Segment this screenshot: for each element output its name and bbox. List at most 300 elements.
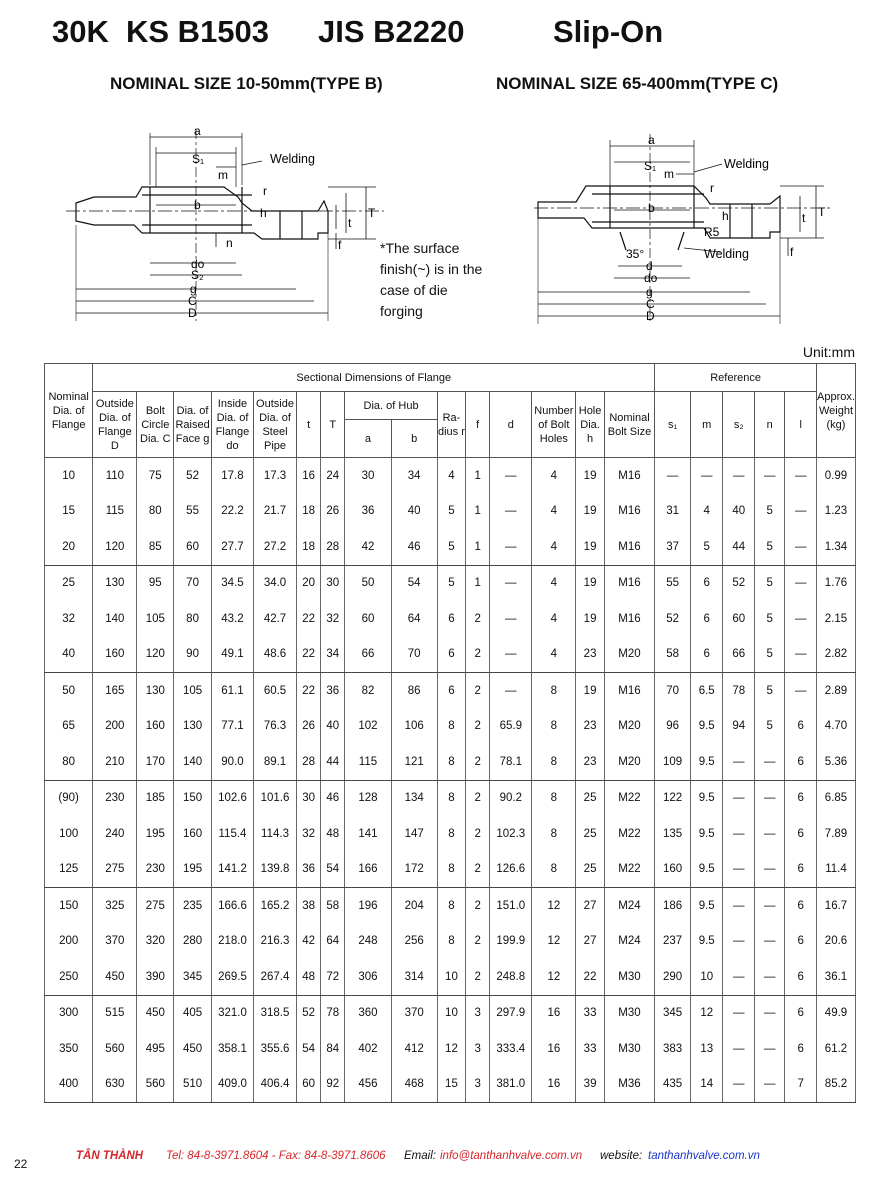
table-cell: 22	[576, 959, 604, 995]
table-cell: M16	[604, 529, 654, 565]
table-cell: 90.0	[211, 744, 253, 780]
table-cell: 8	[532, 744, 576, 780]
table-cell: 267.4	[253, 959, 296, 995]
table-cell: 6	[785, 816, 817, 852]
table-cell: 48.6	[253, 637, 296, 673]
table-cell: 22	[297, 637, 321, 673]
footer-email-label: Email:	[404, 1150, 436, 1162]
table-cell: M16	[604, 565, 654, 601]
header-l: l	[785, 392, 817, 458]
table-cell: 50	[345, 565, 391, 601]
table-cell: 240	[93, 816, 137, 852]
table-cell: 230	[137, 852, 174, 888]
table-cell: 80	[137, 494, 174, 530]
header-nominal: Nominal Dia. of Flange	[45, 364, 93, 458]
table-cell: 78	[723, 673, 755, 709]
table-cell: 2	[466, 637, 490, 673]
table-cell: 60	[723, 601, 755, 637]
table-cell: 560	[137, 1067, 174, 1103]
table-cell: 90	[174, 637, 212, 673]
header-bolt-size: Nominal Bolt Size	[604, 392, 654, 458]
table-cell: M20	[604, 709, 654, 745]
table-cell: M20	[604, 744, 654, 780]
table-cell: 20.6	[816, 924, 855, 960]
table-cell: 166.6	[211, 888, 253, 924]
table-cell: M20	[604, 637, 654, 673]
table-cell: 105	[137, 601, 174, 637]
table-cell: 5	[754, 494, 784, 530]
table-cell: 19	[576, 458, 604, 494]
table-cell: 80	[174, 601, 212, 637]
table-cell: 105	[174, 673, 212, 709]
table-cell: 27	[576, 888, 604, 924]
subtitle-type-c: NOMINAL SIZE 65-400mm(TYPE C)	[496, 74, 779, 93]
table-cell: 34.5	[211, 565, 253, 601]
table-cell: 130	[93, 565, 137, 601]
table-cell: 237	[655, 924, 691, 960]
table-cell: M16	[604, 494, 654, 530]
table-cell: 250	[45, 959, 93, 995]
table-cell: 43.2	[211, 601, 253, 637]
table-cell: 200	[93, 709, 137, 745]
table-cell: 40	[391, 494, 437, 530]
table-cell: 26	[297, 709, 321, 745]
table-cell: —	[723, 852, 755, 888]
table-cell: 58	[321, 888, 345, 924]
dim-C: C	[188, 294, 197, 308]
header-T: T	[321, 392, 345, 458]
table-cell: 290	[655, 959, 691, 995]
table-cell: 297.9	[490, 995, 532, 1031]
table-cell: 6	[785, 709, 817, 745]
table-cell: 70	[174, 565, 212, 601]
table-cell: 44	[321, 744, 345, 780]
table-cell: —	[723, 744, 755, 780]
table-cell: 383	[655, 1031, 691, 1067]
dim-s1-c: S₁	[644, 159, 657, 173]
table-cell: 94	[723, 709, 755, 745]
table-row	[45, 888, 856, 924]
header-d: d	[490, 392, 532, 458]
page-number: 22	[14, 1157, 28, 1171]
header-sectional: Sectional Dimensions of Flange	[93, 364, 655, 392]
table-cell: 80	[45, 744, 93, 780]
table-cell: 5	[754, 565, 784, 601]
table-cell: 8	[437, 816, 465, 852]
table-cell: M36	[604, 1067, 654, 1103]
table-cell: 102.6	[211, 780, 253, 816]
label-welding-bottom: Welding	[704, 247, 749, 261]
dim-R5: R5	[704, 225, 720, 239]
table-cell: 134	[391, 780, 437, 816]
table-cell: 160	[174, 816, 212, 852]
table-cell: —	[754, 780, 784, 816]
table-cell: 370	[391, 995, 437, 1031]
table-cell: 17.3	[253, 458, 296, 494]
table-cell: 5	[437, 529, 465, 565]
dim-a-c: a	[648, 133, 655, 147]
table-cell: 13	[690, 1031, 723, 1067]
table-cell: 101.6	[253, 780, 296, 816]
dim-b-c: b	[648, 201, 655, 215]
table-cell: 333.4	[490, 1031, 532, 1067]
table-cell: 150	[45, 888, 93, 924]
table-cell: 64	[391, 601, 437, 637]
dim-do: do	[191, 257, 205, 271]
title-grade: 30K	[52, 14, 109, 49]
table-cell: M16	[604, 601, 654, 637]
table-cell: 2.82	[816, 637, 855, 673]
table-cell: 130	[174, 709, 212, 745]
table-cell: —	[754, 888, 784, 924]
footer-web-label: website:	[600, 1150, 643, 1162]
table-cell: 42.7	[253, 601, 296, 637]
table-cell: 28	[297, 744, 321, 780]
table-cell: 70	[655, 673, 691, 709]
table-cell: 85	[137, 529, 174, 565]
table-cell: M30	[604, 995, 654, 1031]
table-cell: 3	[466, 995, 490, 1031]
table-cell: 20	[297, 565, 321, 601]
table-cell: 406.4	[253, 1067, 296, 1103]
table-cell: 36.1	[816, 959, 855, 995]
table-cell: 95	[137, 565, 174, 601]
table-cell: 8	[437, 888, 465, 924]
table-cell: 32	[45, 601, 93, 637]
table-cell: 160	[93, 637, 137, 673]
table-cell: 450	[174, 1031, 212, 1067]
table-cell: 166	[345, 852, 391, 888]
surface-finish-note: *The surface finish(~) is in the case of die forging	[380, 240, 483, 319]
table-row	[45, 924, 856, 960]
table-cell: 115	[345, 744, 391, 780]
table-cell: 275	[93, 852, 137, 888]
table-cell: 4	[532, 494, 576, 530]
header-hub-b: b	[391, 420, 437, 458]
table-cell: 32	[297, 816, 321, 852]
table-cell: 106	[391, 709, 437, 745]
table-cell: 42	[297, 924, 321, 960]
label-welding-top: Welding	[724, 157, 769, 171]
table-cell: 345	[655, 995, 691, 1031]
table-cell: 30	[345, 458, 391, 494]
table-cell: 306	[345, 959, 391, 995]
table-row	[45, 529, 856, 565]
dim-h-c: h	[722, 209, 729, 223]
table-cell: 30	[321, 565, 345, 601]
table-cell: 186	[655, 888, 691, 924]
table-cell: 165.2	[253, 888, 296, 924]
dim-angle: 35°	[626, 247, 645, 261]
table-row	[45, 673, 856, 709]
dim-a: a	[194, 125, 201, 138]
label-welding: Welding	[270, 152, 315, 166]
table-cell: 36	[321, 673, 345, 709]
table-cell: —	[490, 673, 532, 709]
table-cell: 5	[754, 529, 784, 565]
table-cell: 468	[391, 1067, 437, 1103]
table-cell: M22	[604, 852, 654, 888]
table-cell: 76.3	[253, 709, 296, 745]
table-cell: 210	[93, 744, 137, 780]
table-cell: 6.5	[690, 673, 723, 709]
table-cell: 14	[690, 1067, 723, 1103]
table-cell: 6	[785, 1031, 817, 1067]
dim-f: f	[338, 238, 342, 252]
table-cell: 8	[437, 780, 465, 816]
table-cell: 9.5	[690, 852, 723, 888]
table-cell: 7	[785, 1067, 817, 1103]
table-cell: 151.0	[490, 888, 532, 924]
table-cell: 48	[321, 816, 345, 852]
table-cell: 23	[576, 709, 604, 745]
table-cell: 314	[391, 959, 437, 995]
table-cell: 92	[321, 1067, 345, 1103]
table-cell: 2	[466, 852, 490, 888]
table-cell: —	[754, 816, 784, 852]
table-cell: 248.8	[490, 959, 532, 995]
table-cell: —	[785, 494, 817, 530]
table-cell: 6	[785, 744, 817, 780]
table-cell: 345	[174, 959, 212, 995]
table-cell: 16	[532, 995, 576, 1031]
table-cell: 248	[345, 924, 391, 960]
table-cell: 25	[576, 816, 604, 852]
table-cell: 630	[93, 1067, 137, 1103]
table-cell: 5	[754, 637, 784, 673]
header-holes: Number of Bolt Holes	[532, 392, 576, 458]
dim-D: D	[188, 306, 197, 320]
table-cell: —	[754, 995, 784, 1031]
table-cell: 25	[576, 852, 604, 888]
table-cell: 450	[93, 959, 137, 995]
dim-C-c: C	[646, 297, 655, 311]
table-cell: 75	[137, 458, 174, 494]
table-cell: 28	[321, 529, 345, 565]
table-cell: 275	[137, 888, 174, 924]
table-cell: —	[754, 744, 784, 780]
dim-d: d	[646, 259, 653, 273]
table-cell: —	[723, 888, 755, 924]
table-cell: 30	[297, 780, 321, 816]
table-cell: 9.5	[690, 709, 723, 745]
table-cell: —	[490, 637, 532, 673]
table-cell: 36	[297, 852, 321, 888]
table-cell: 120	[137, 637, 174, 673]
table-cell: 49.9	[816, 995, 855, 1031]
table-cell: 185	[137, 780, 174, 816]
table-cell: M22	[604, 816, 654, 852]
table-cell: 4.70	[816, 709, 855, 745]
header-radius: Ra- dius r	[437, 392, 465, 458]
table-cell: 355.6	[253, 1031, 296, 1067]
table-cell: 172	[391, 852, 437, 888]
table-cell: 1.34	[816, 529, 855, 565]
table-cell: M16	[604, 458, 654, 494]
dim-r-c: r	[710, 181, 714, 195]
table-cell: 6	[785, 959, 817, 995]
header-m: m	[690, 392, 723, 458]
table-cell: 37	[655, 529, 691, 565]
table-cell: 256	[391, 924, 437, 960]
table-cell: 350	[45, 1031, 93, 1067]
table-cell: 10	[45, 458, 93, 494]
table-cell: 60	[345, 601, 391, 637]
header-reference: Reference	[655, 364, 817, 392]
table-cell: —	[723, 780, 755, 816]
table-cell: 39	[576, 1067, 604, 1103]
table-cell: 8	[532, 673, 576, 709]
header-f: f	[466, 392, 490, 458]
title-type: Slip-On	[553, 14, 664, 49]
footer-email[interactable]: info@tanthanhvalve.com.vn	[440, 1150, 583, 1162]
table-cell: 360	[345, 995, 391, 1031]
table-cell: 23	[576, 637, 604, 673]
table-cell: 0.99	[816, 458, 855, 494]
table-cell: —	[690, 458, 723, 494]
table-cell: 72	[321, 959, 345, 995]
table-row	[45, 637, 856, 673]
table-cell: 100	[45, 816, 93, 852]
table-cell: 1	[466, 565, 490, 601]
table-cell: 2	[466, 924, 490, 960]
footer-website[interactable]: tanthanhvalve.com.vn	[648, 1150, 760, 1162]
table-row	[45, 709, 856, 745]
table-cell: 40	[321, 709, 345, 745]
table-cell: 46	[391, 529, 437, 565]
table-cell: 48	[297, 959, 321, 995]
table-cell: 22.2	[211, 494, 253, 530]
table-cell: —	[723, 816, 755, 852]
table-cell: 390	[137, 959, 174, 995]
table-cell: 50	[45, 673, 93, 709]
table-cell: —	[785, 565, 817, 601]
table-row	[45, 852, 856, 888]
table-cell: 5	[754, 709, 784, 745]
table-cell: 2	[466, 709, 490, 745]
table-cell: 33	[576, 995, 604, 1031]
table-cell: 2	[466, 601, 490, 637]
table-cell: 27	[576, 924, 604, 960]
table-cell: 49.1	[211, 637, 253, 673]
table-cell: —	[490, 529, 532, 565]
table-cell: 510	[174, 1067, 212, 1103]
dimension-table	[44, 363, 856, 1103]
table-cell: M16	[604, 673, 654, 709]
table-cell: 1	[466, 494, 490, 530]
table-cell: 2	[466, 888, 490, 924]
table-cell: 230	[93, 780, 137, 816]
table-cell: 195	[174, 852, 212, 888]
table-cell: 199.9	[490, 924, 532, 960]
table-cell: 370	[93, 924, 137, 960]
table-cell: 19	[576, 529, 604, 565]
header-t: t	[297, 392, 321, 458]
table-cell: 16.7	[816, 888, 855, 924]
table-cell: 5	[754, 673, 784, 709]
table-cell: 10	[437, 959, 465, 995]
table-cell: 5	[754, 601, 784, 637]
table-cell: 27.7	[211, 529, 253, 565]
table-cell: 6	[785, 852, 817, 888]
table-row	[45, 1067, 856, 1103]
table-cell: 19	[576, 494, 604, 530]
table-cell: 130	[137, 673, 174, 709]
table-row	[45, 744, 856, 780]
table-cell: —	[785, 601, 817, 637]
table-cell: 22	[297, 601, 321, 637]
table-cell: 9.5	[690, 924, 723, 960]
diagram-type-b	[66, 125, 386, 325]
unit-label: Unit:mm	[802, 344, 855, 360]
table-cell: 12	[532, 959, 576, 995]
table-cell: 6	[785, 780, 817, 816]
table-cell: 86	[391, 673, 437, 709]
table-cell: 6	[690, 637, 723, 673]
table-cell: 19	[576, 601, 604, 637]
table-cell: (90)	[45, 780, 93, 816]
table-cell: —	[754, 1067, 784, 1103]
table-cell: 54	[321, 852, 345, 888]
table-cell: 8	[532, 709, 576, 745]
table-cell: 78.1	[490, 744, 532, 780]
table-cell: 46	[321, 780, 345, 816]
table-cell: 102	[345, 709, 391, 745]
table-cell: 4	[532, 529, 576, 565]
table-cell: 218.0	[211, 924, 253, 960]
table-cell: —	[723, 924, 755, 960]
table-cell: 110	[93, 458, 137, 494]
dim-s2: S₂	[191, 268, 204, 282]
table-cell: 55	[655, 565, 691, 601]
table-cell: 85.2	[816, 1067, 855, 1103]
table-cell: 9.5	[690, 780, 723, 816]
table-cell: 8	[437, 744, 465, 780]
table-cell: 19	[576, 673, 604, 709]
table-cell: 140	[174, 744, 212, 780]
table-row	[45, 816, 856, 852]
dim-t: t	[348, 216, 352, 230]
table-cell: 6	[437, 673, 465, 709]
table-cell: 8	[437, 924, 465, 960]
table-cell: 560	[93, 1031, 137, 1067]
table-cell: 6	[785, 888, 817, 924]
table-cell: 34	[391, 458, 437, 494]
table-cell: 405	[174, 995, 212, 1031]
table-cell: 4	[437, 458, 465, 494]
table-cell: 4	[532, 601, 576, 637]
header-s1: s₁	[655, 392, 691, 458]
table-cell: 2	[466, 673, 490, 709]
table-cell: 6	[785, 995, 817, 1031]
table-cell: 25	[576, 780, 604, 816]
table-cell: 122	[655, 780, 691, 816]
dim-g-c: g	[646, 285, 653, 299]
table-cell: 89.1	[253, 744, 296, 780]
table-cell: 60	[297, 1067, 321, 1103]
table-cell: 4	[532, 565, 576, 601]
table-cell: 120	[93, 529, 137, 565]
table-cell: 10	[690, 959, 723, 995]
table-cell: 16	[297, 458, 321, 494]
dim-g: g	[190, 282, 197, 296]
table-cell: 515	[93, 995, 137, 1031]
table-cell: —	[785, 637, 817, 673]
table-cell: 1	[466, 529, 490, 565]
dim-do-c: do	[644, 271, 658, 285]
title-jis: JIS B2220	[318, 14, 465, 49]
table-cell: 22	[297, 673, 321, 709]
